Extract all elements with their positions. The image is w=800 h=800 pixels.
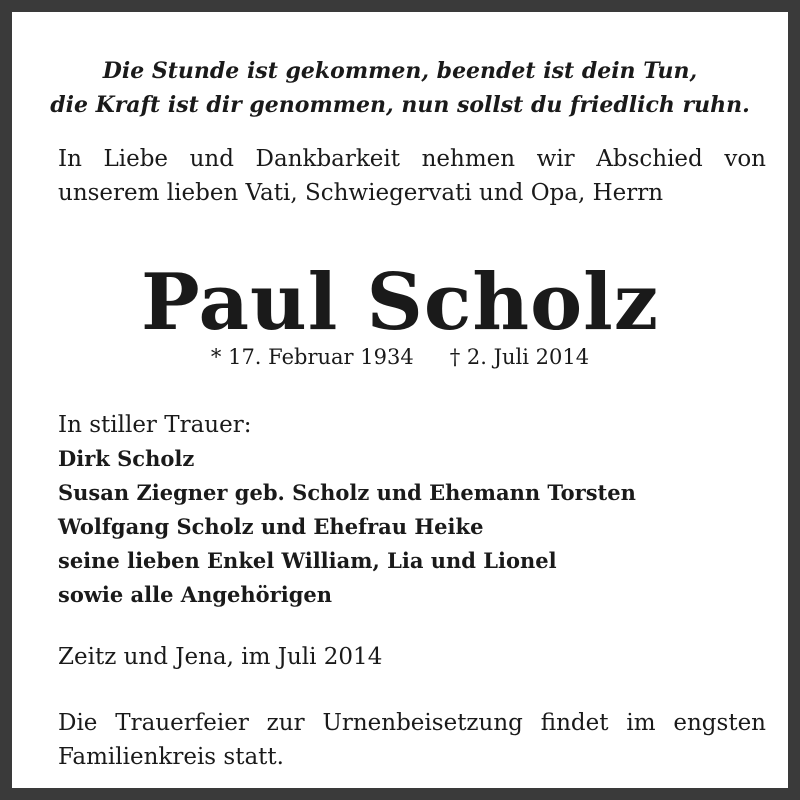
place-date: Zeitz und Jena, im Juli 2014 — [58, 644, 383, 670]
ceremony-line-1: Die Trauerfeier zur Urnenbeisetzung findet im engsten — [58, 710, 766, 736]
poem-line-1: Die Stunde ist gekommen, beendet ist dein Tun, — [102, 58, 698, 84]
ceremony-line-2: Familienkreis statt. — [58, 744, 284, 770]
mourner-name: Wolfgang Scholz und Ehefrau Heike — [58, 514, 484, 539]
mourner-name: Susan Ziegner geb. Scholz und Ehemann Torsten — [58, 480, 636, 505]
mourners-heading: In stiller Trauer: — [58, 412, 252, 438]
mourner-name: Dirk Scholz — [58, 446, 195, 471]
death-date: † 2. Juli 2014 — [449, 345, 590, 369]
mourner-name: seine lieben Enkel William, Lia und Lionel — [58, 548, 557, 573]
intro-line-2: unserem lieben Vati, Schwiegervati und Opa, Herrn — [58, 180, 664, 206]
life-dates — [12, 342, 788, 372]
deceased-name: Paul Scholz — [140, 257, 660, 348]
birth-date: * 17. Februar 1934 — [210, 345, 414, 369]
intro-line-1: In Liebe und Dankbarkeit nehmen wir Abschied von — [58, 146, 766, 172]
poem-line-2: die Kraft ist dir genommen, nun sollst du friedlich ruhn. — [50, 92, 750, 118]
mourner-name: sowie alle Angehörigen — [58, 582, 333, 607]
